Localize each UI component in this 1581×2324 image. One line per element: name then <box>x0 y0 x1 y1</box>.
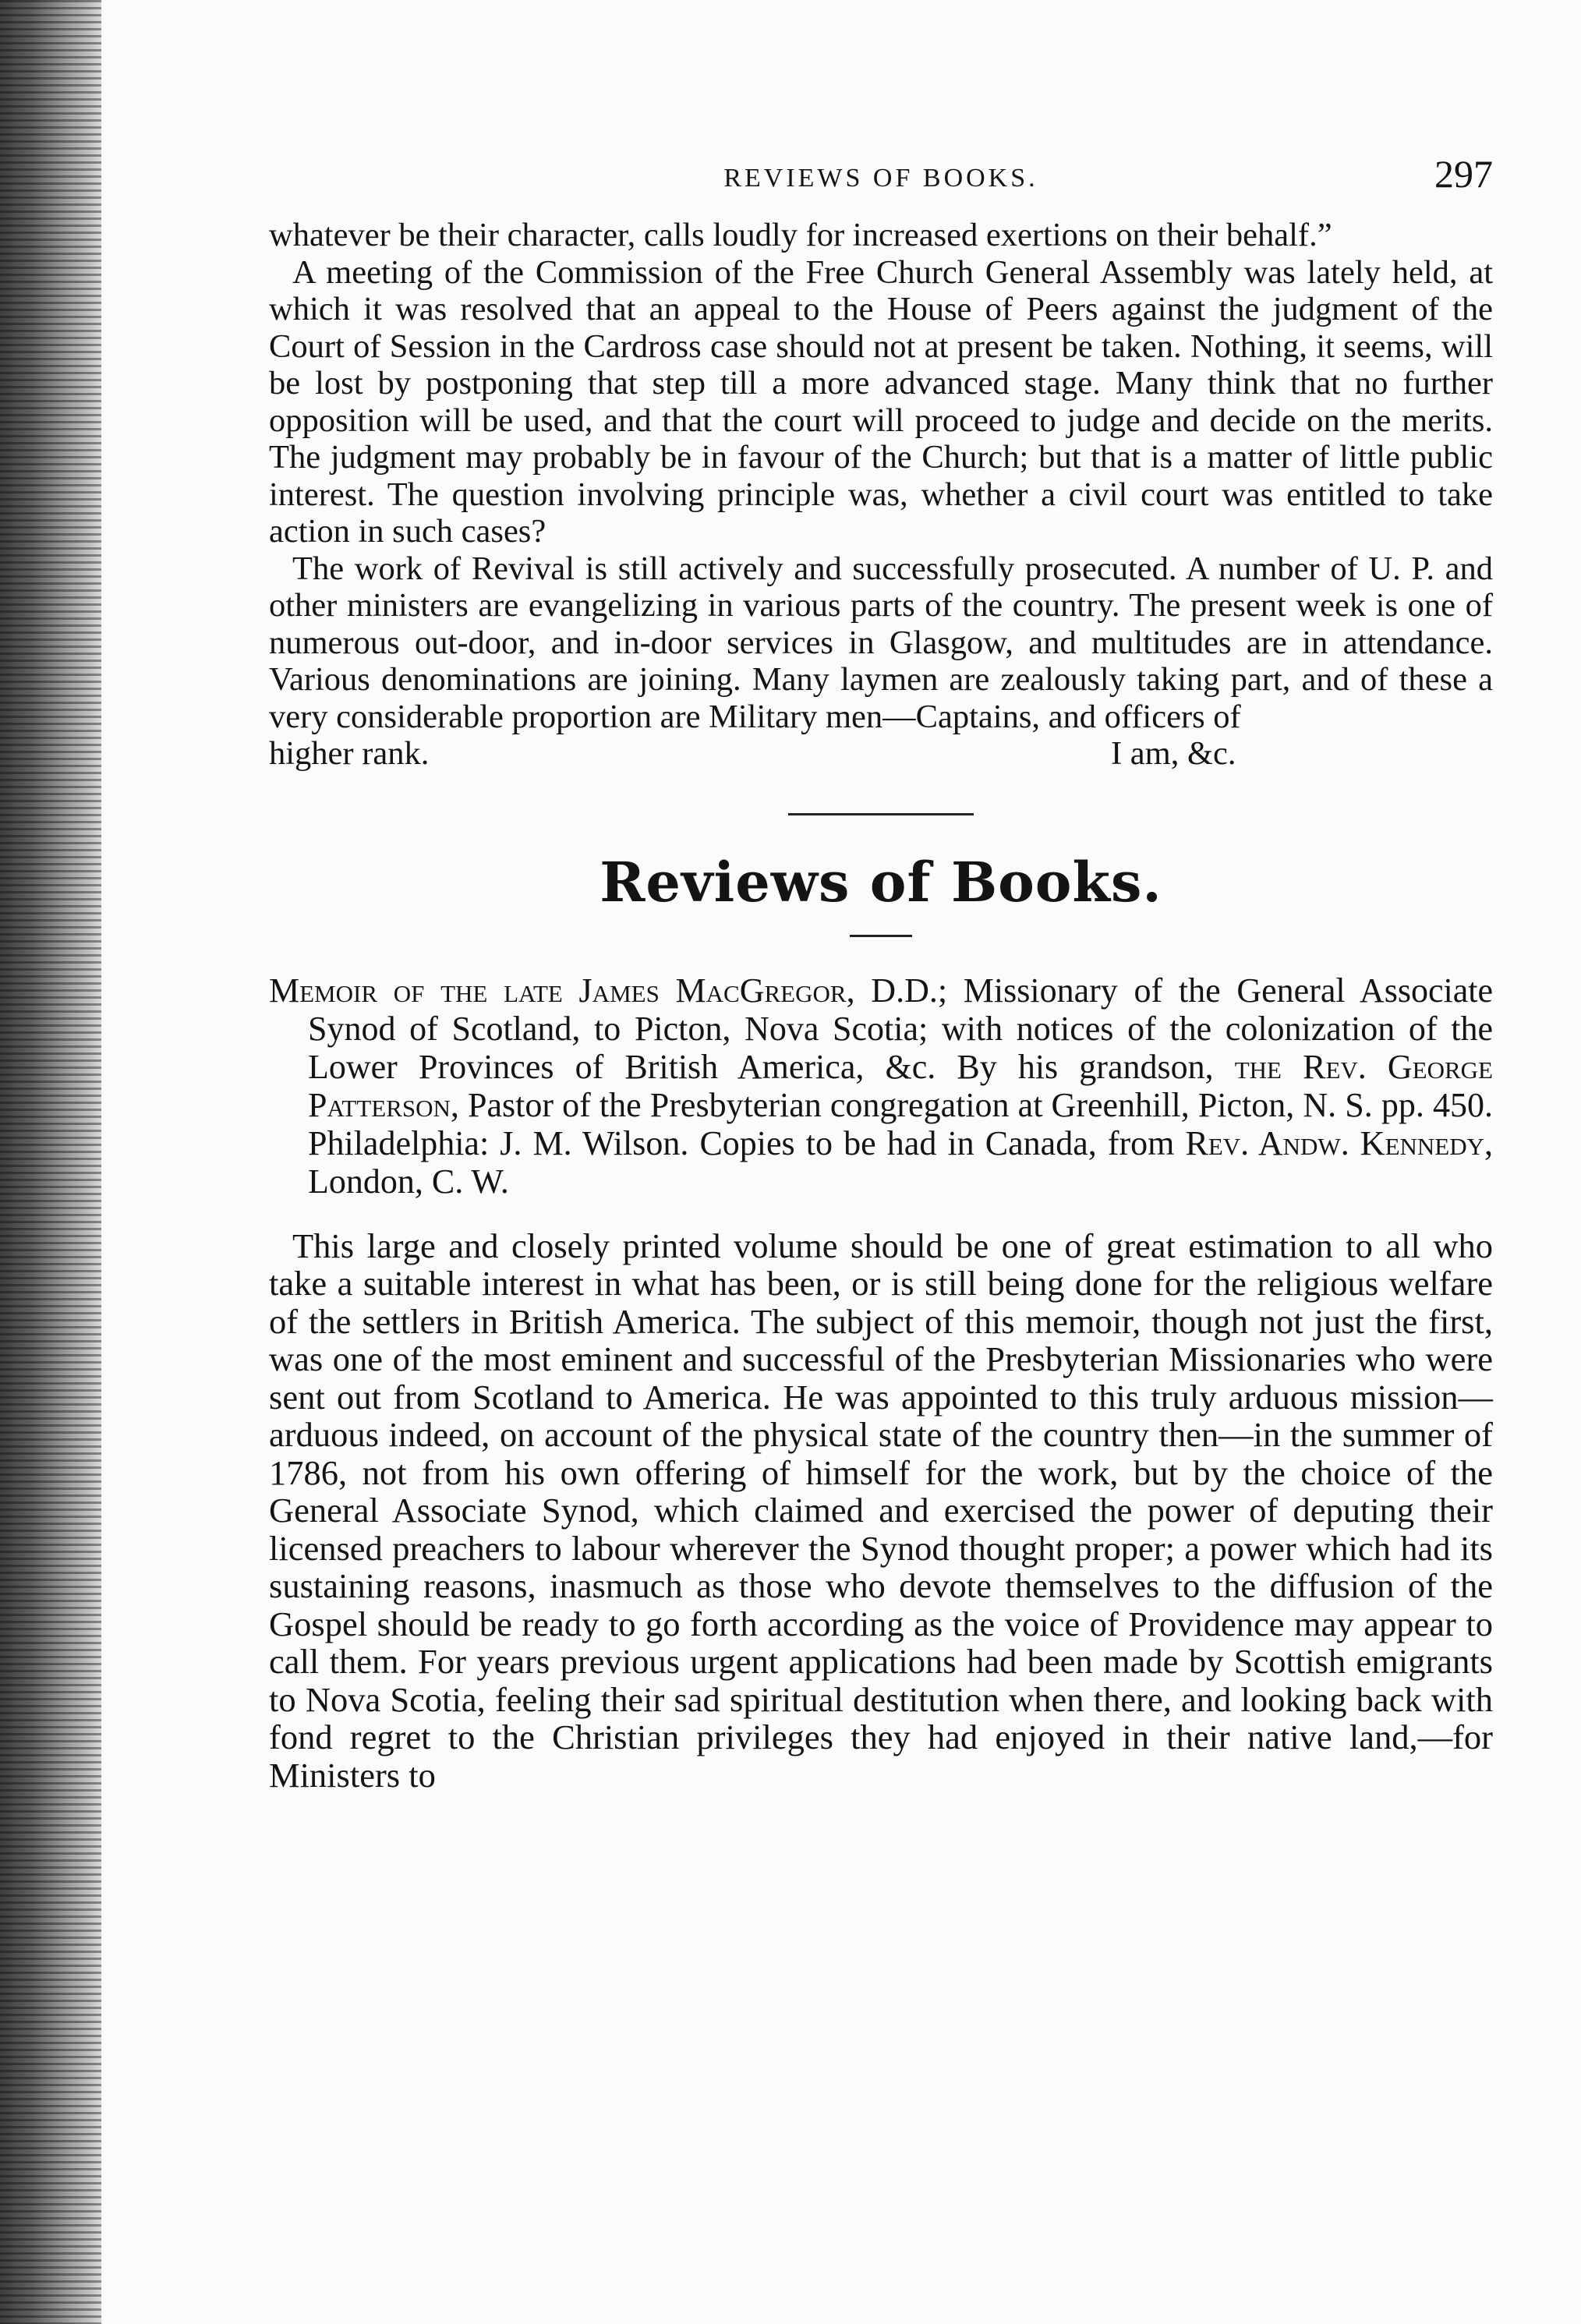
running-head <box>269 148 1493 203</box>
letter-paragraph-3: The work of Revival is still actively and successfully prosecuted. A number of U. P. and other ministers are evangelizing in various parts of the country. The present week is one of numerous out-door, and in-door services in Glasgow, and multitudes are in attendance. Various denominations are joining. Many laymen are zealously taking part, and of these a very considerable proportion are Military men—Captains, and officers of <box>269 550 1493 735</box>
book-description: ; Missionary of the General Associate Synod of Scotland, to Picton, Nova Scotia; with notices of the colonization of the Lower Provinces of British America, &c. By his grandson, <box>308 971 1493 1086</box>
book-title: Memoir of the late James MacGregor, D.D. <box>269 971 938 1010</box>
running-title: REVIEWS OF BOOKS. <box>723 164 1038 193</box>
book-details: , Pastor of the Presbyterian congregation at Greenhill, Picton, N. S. pp. 450. Philadelphia: J. M. Wilson. Copies to be had in Canada, from <box>308 1085 1493 1162</box>
review-paragraph: This large and closely printed volume should be one of great estimation to all who take a suitable interest in what has been, or is still being done for the religious welfare of the settlers in British America. The subject of this memoir, though not just the first, was one of the most eminent and successful of the Presbyterian Missionaries who were sent out from Scotland to America. He was appointed to this truly arduous mission—arduous indeed, on account of the physical state of the country then—in the summer of 1786, not from his own offering of himself for the work, but by the choice of the General Associate Synod, which claimed and exercised the power of deputing their licensed preachers to labour wherever the Synod thought proper; a power which had its sustaining reasons, inasmuch as those who devote themselves to the diffusion of the Gospel should be ready to go forth according as the voice of Providence may appear to call them. For years previous urgent applications had been made by Scottish emigrants to Nova Scotia, feeling their sad spiritual destitution when there, and looking back with fond regret to the Christian privileges they had enjoyed in their native land,—for Ministers to <box>269 1226 1493 1795</box>
book-entry <box>269 971 1493 1201</box>
title-underline <box>850 935 912 937</box>
book-agent: Rev. Andw. Kennedy <box>1185 1123 1485 1162</box>
letter-paragraph-1: whatever be their character, calls loudly for increased exertions on their behalf.” <box>269 217 1332 253</box>
book-location: , London, C. W. <box>308 1123 1494 1201</box>
section-divider <box>788 813 974 815</box>
letter-section <box>269 217 1493 773</box>
letter-closing-line <box>269 735 1493 773</box>
section-title: Reviews of Books. <box>600 849 1162 914</box>
page-body <box>269 148 1493 1794</box>
letter-closing-text: higher rank. <box>269 735 430 772</box>
page-number: 297 <box>1434 152 1493 196</box>
book-binding-edge <box>0 0 101 2324</box>
review-section <box>269 1227 1493 1795</box>
book-author: the Rev. George Patterson <box>308 1047 1493 1124</box>
letter-signoff: I am, &c. <box>1111 735 1236 772</box>
letter-paragraph-2: A meeting of the Commission of the Free Church General Assembly was lately held, at which it was resolved that an appeal to the House of Peers against the judgment of the Court of Session in the Cardross case should not at present be taken. Nothing, it seems, will be lost by postponing that step till a more advanced stage. Many think that no further opposition will be used, and that the court will proceed to judge and decide on the merits. The judgment may probably be in favour of the Church; but that is a matter of little public interest. The question involving principle was, whether a civil court was entitled to take action in such cases? <box>269 253 1493 550</box>
